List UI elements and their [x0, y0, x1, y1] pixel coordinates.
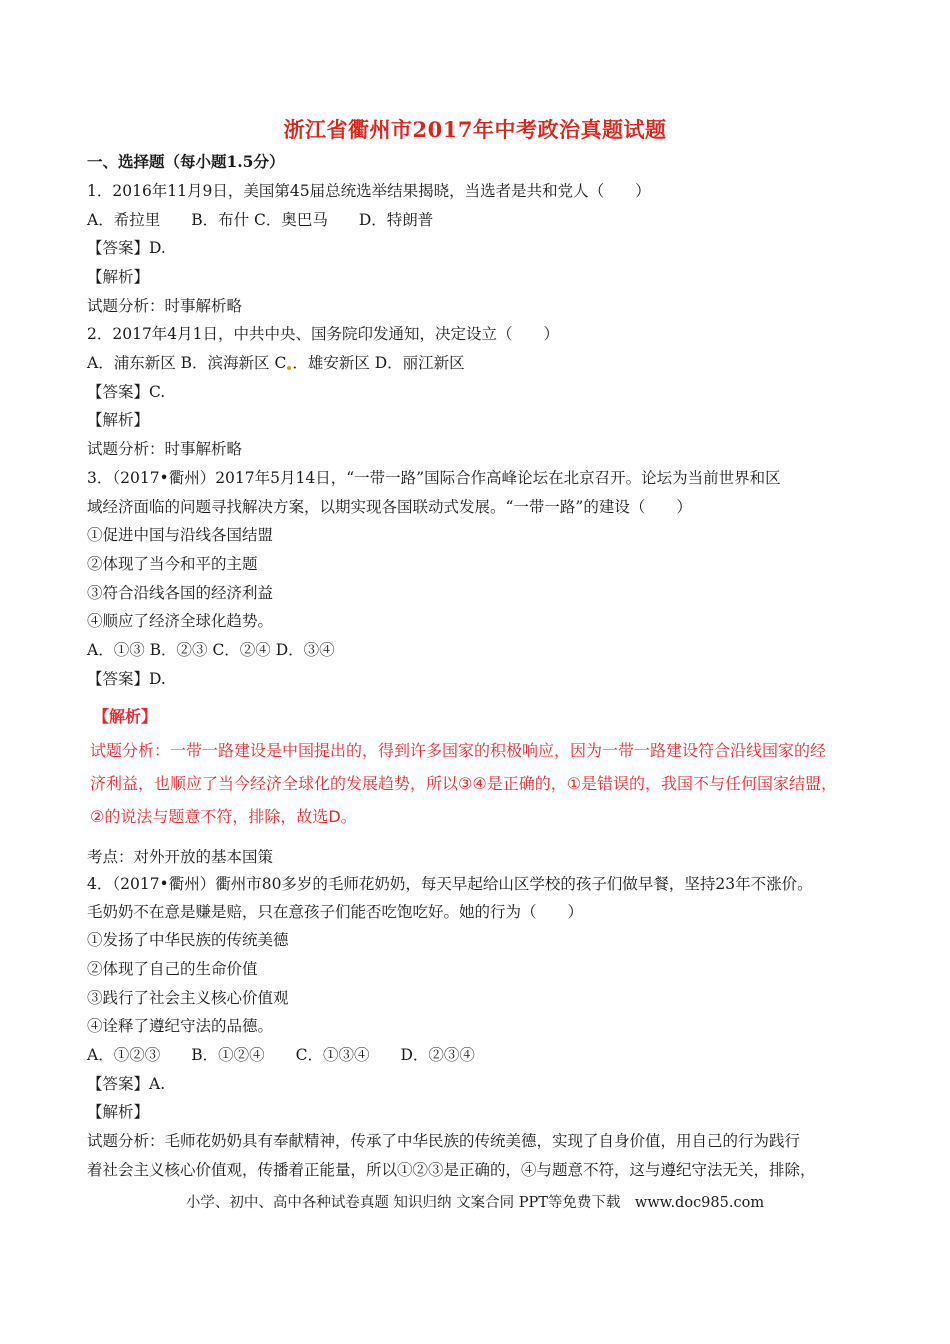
- question-3-statement-1: ①促进中国与沿线各国结盟: [87, 526, 274, 544]
- question-2-stem: 2．2017年4月1日，中共中央、国务院印发通知，决定设立（ ）: [87, 325, 560, 343]
- question-3-statement-3: ③符合沿线各国的经济利益: [87, 584, 274, 602]
- question-3-analysis-line-1: 试题分析：一带一路建设是中国提出的，得到许多国家的积极响应，因为一带一路建设符合沿线国家的经: [90, 741, 827, 760]
- question-4-analysis-line-2: 着社会主义核心价值观，传播着正能量，所以①②③是正确的，④与题意不符，这与遵纪守法无关，排除，: [87, 1161, 816, 1179]
- question-3-analysis-line-3: ②的说法与题意不符，排除，故选D。: [90, 807, 357, 826]
- question-3-analysis-label: 【解析】: [93, 707, 158, 726]
- question-3-statement-4: ④顺应了经济全球化趋势。: [87, 612, 274, 630]
- question-2-analysis-label: 【解析】: [87, 411, 150, 429]
- stray-dot-mark: [287, 366, 291, 370]
- question-4-statement-1: ①发扬了中华民族的传统美德: [87, 931, 289, 949]
- question-4-statement-4: ④诠释了遵纪守法的品德。: [87, 1017, 274, 1035]
- question-2-options-part-b: ．雄安新区 D．丽江新区: [292, 354, 465, 372]
- question-4-analysis-label: 【解析】: [87, 1103, 150, 1121]
- question-3-options: A．①③ B．②③ C．②④ D．③④: [87, 641, 335, 659]
- question-4-statement-2: ②体现了自己的生命价值: [87, 960, 258, 978]
- question-2-analysis: 试题分析：时事解析略: [87, 440, 243, 458]
- page-title: 浙江省衢州市2017年中考政治真题试题: [283, 117, 667, 142]
- question-1-options: A．希拉里 B．布什 C．奥巴马 D．特朗普: [87, 211, 434, 229]
- question-4-options: A．①②③ B．①②④ C．①③④ D．②③④: [87, 1046, 475, 1064]
- question-4-statement-3: ③践行了社会主义核心价值观: [87, 989, 289, 1007]
- section-heading: 一、选择题（每小题1.5分）: [87, 152, 285, 171]
- question-3-stem-line-2: 域经济面临的问题寻找解决方案，以期实现各国联动式发展。“一带一路”的建设（ ）: [87, 498, 692, 516]
- question-3-answer: 【答案】D.: [87, 670, 166, 688]
- question-4-analysis-line-1: 试题分析：毛师花奶奶具有奉献精神，传承了中华民族的传统美德，实现了自身价值，用自己的行为践行: [87, 1132, 801, 1150]
- question-2-options: [87, 353, 465, 373]
- question-3-statement-2: ②体现了当今和平的主题: [87, 555, 258, 573]
- question-1-analysis: 试题分析：时事解析略: [87, 297, 243, 315]
- page-footer: 小学、初中、高中各种试卷真题 知识归纳 文案合同 PPT等免费下载 www.doc985.com: [185, 1195, 765, 1211]
- question-4-answer: 【答案】A.: [87, 1075, 166, 1093]
- question-1-analysis-label: 【解析】: [87, 268, 150, 286]
- question-4-stem-line-1: 4．（2017•衢州）衢州市80多岁的毛师花奶奶，每天早起给山区学校的孩子们做早餐，坚持23年不涨价。: [87, 875, 813, 893]
- question-1-answer: 【答案】D.: [87, 239, 166, 257]
- question-4-stem-line-2: 毛奶奶不在意是赚是赔，只在意孩子们能否吃饱吃好。她的行为（ ）: [87, 903, 584, 921]
- question-1-stem: 1．2016年11月9日，美国第45届总统选举结果揭晓，当选者是共和党人（ ）: [87, 182, 651, 200]
- question-3-stem-line-1: 3．（2017•衢州）2017年5月14日，“一带一路”国际合作高峰论坛在北京召开。论坛为当前世界和区: [87, 469, 781, 487]
- question-3-point: 考点：对外开放的基本国策: [87, 848, 274, 866]
- question-2-answer: 【答案】C.: [87, 383, 166, 401]
- question-3-analysis-line-2: 济利益，也顺应了当今经济全球化的发展趋势，所以③④是正确的，①是错误的，我国不与任何国家结盟，: [90, 774, 838, 793]
- question-2-options-part-a: A．浦东新区 B．滨海新区 C: [87, 354, 287, 372]
